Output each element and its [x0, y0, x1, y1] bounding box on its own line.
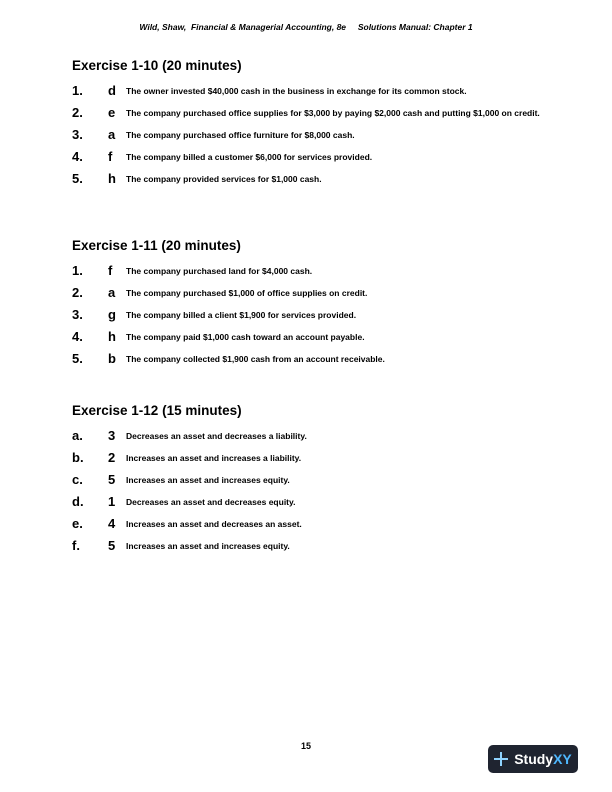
- answer-row: [72, 491, 542, 513]
- item-number: 2.: [72, 105, 83, 120]
- item-description: The company purchased office supplies for $3,000 by paying $2,000 cash and putting $1,000 on credit.: [126, 108, 540, 118]
- answer-row: [72, 469, 542, 491]
- item-number: 5.: [72, 351, 83, 366]
- item-letter: a.: [72, 428, 83, 443]
- answer-row: [72, 348, 542, 370]
- answer-row: [72, 124, 542, 146]
- item-description: Increases an asset and decreases an asset.: [126, 519, 302, 529]
- answer-letter: f: [108, 149, 113, 164]
- answer-row: [72, 513, 542, 535]
- item-description: Decreases an asset and decreases a liability.: [126, 431, 307, 441]
- running-header: Wild, Shaw, Financial & Managerial Accounting, 8e Solutions Manual: Chapter 1: [139, 22, 473, 32]
- answer-number: 5: [108, 472, 116, 487]
- item-letter: e.: [72, 516, 83, 531]
- answer-row: [72, 535, 542, 557]
- item-description: The company collected $1,900 cash from an account receivable.: [126, 354, 385, 364]
- exercise-section: [72, 58, 542, 190]
- answer-row: [72, 304, 542, 326]
- item-description: The company billed a customer $6,000 for services provided.: [126, 152, 373, 162]
- item-description: The company billed a client $1,900 for services provided.: [126, 310, 357, 320]
- answer-letter: h: [108, 329, 116, 344]
- item-number: 4.: [72, 149, 83, 164]
- answer-letter: a: [108, 127, 116, 142]
- item-number: 5.: [72, 171, 83, 186]
- answer-number: 1: [108, 494, 116, 509]
- plus-icon: [494, 752, 508, 766]
- item-letter: c.: [72, 472, 83, 487]
- answer-number: 4: [108, 516, 116, 531]
- answer-row: [72, 447, 542, 469]
- section-title: Exercise 1-10 (20 minutes): [72, 58, 242, 73]
- section-title: Exercise 1-12 (15 minutes): [72, 403, 242, 418]
- answer-letter: e: [108, 105, 116, 120]
- exercise-section: [72, 403, 542, 557]
- item-number: 1.: [72, 263, 83, 278]
- exercise-section: [72, 238, 542, 370]
- answer-row: [72, 80, 542, 102]
- item-description: Increases an asset and increases equity.: [126, 475, 290, 485]
- item-number: 4.: [72, 329, 83, 344]
- answer-row: [72, 326, 542, 348]
- answer-number: 3: [108, 428, 116, 443]
- answer-row: [72, 282, 542, 304]
- item-letter: d.: [72, 494, 84, 509]
- item-description: Increases an asset and increases equity.: [126, 541, 290, 551]
- item-description: The owner invested $40,000 cash in the business in exchange for its common stock.: [126, 86, 467, 96]
- item-number: 3.: [72, 127, 83, 142]
- section-title: Exercise 1-11 (20 minutes): [72, 238, 241, 253]
- item-number: 2.: [72, 285, 83, 300]
- answer-letter: b: [108, 351, 116, 366]
- item-letter: b.: [72, 450, 84, 465]
- item-description: Increases an asset and increases a liability.: [126, 453, 302, 463]
- answer-row: [72, 146, 542, 168]
- answer-row: [72, 425, 542, 447]
- item-description: The company paid $1,000 cash toward an account payable.: [126, 332, 365, 342]
- badge-brand: [514, 751, 572, 767]
- answer-number: 2: [108, 450, 116, 465]
- studyxy-badge[interactable]: [488, 745, 578, 773]
- page-number: 15: [300, 741, 311, 751]
- answer-letter: a: [108, 285, 116, 300]
- answer-letter: h: [108, 171, 116, 186]
- item-number: 3.: [72, 307, 83, 322]
- item-number: 1.: [72, 83, 83, 98]
- answer-letter: d: [108, 83, 116, 98]
- item-description: The company purchased land for $4,000 cash.: [126, 266, 313, 276]
- badge-brand-main: Study: [514, 751, 554, 767]
- item-description: Decreases an asset and decreases equity.: [126, 497, 296, 507]
- item-letter: f.: [72, 538, 80, 553]
- item-description: The company purchased $1,000 of office supplies on credit.: [126, 288, 368, 298]
- answer-row: [72, 168, 542, 190]
- badge-brand-accent: XY: [553, 751, 572, 767]
- item-description: The company purchased office furniture for $8,000 cash.: [126, 130, 355, 140]
- item-description: The company provided services for $1,000 cash.: [126, 174, 322, 184]
- answer-letter: f: [108, 263, 113, 278]
- answer-row: [72, 102, 542, 124]
- answer-number: 5: [108, 538, 116, 553]
- answer-row: [72, 260, 542, 282]
- answer-letter: g: [108, 307, 116, 322]
